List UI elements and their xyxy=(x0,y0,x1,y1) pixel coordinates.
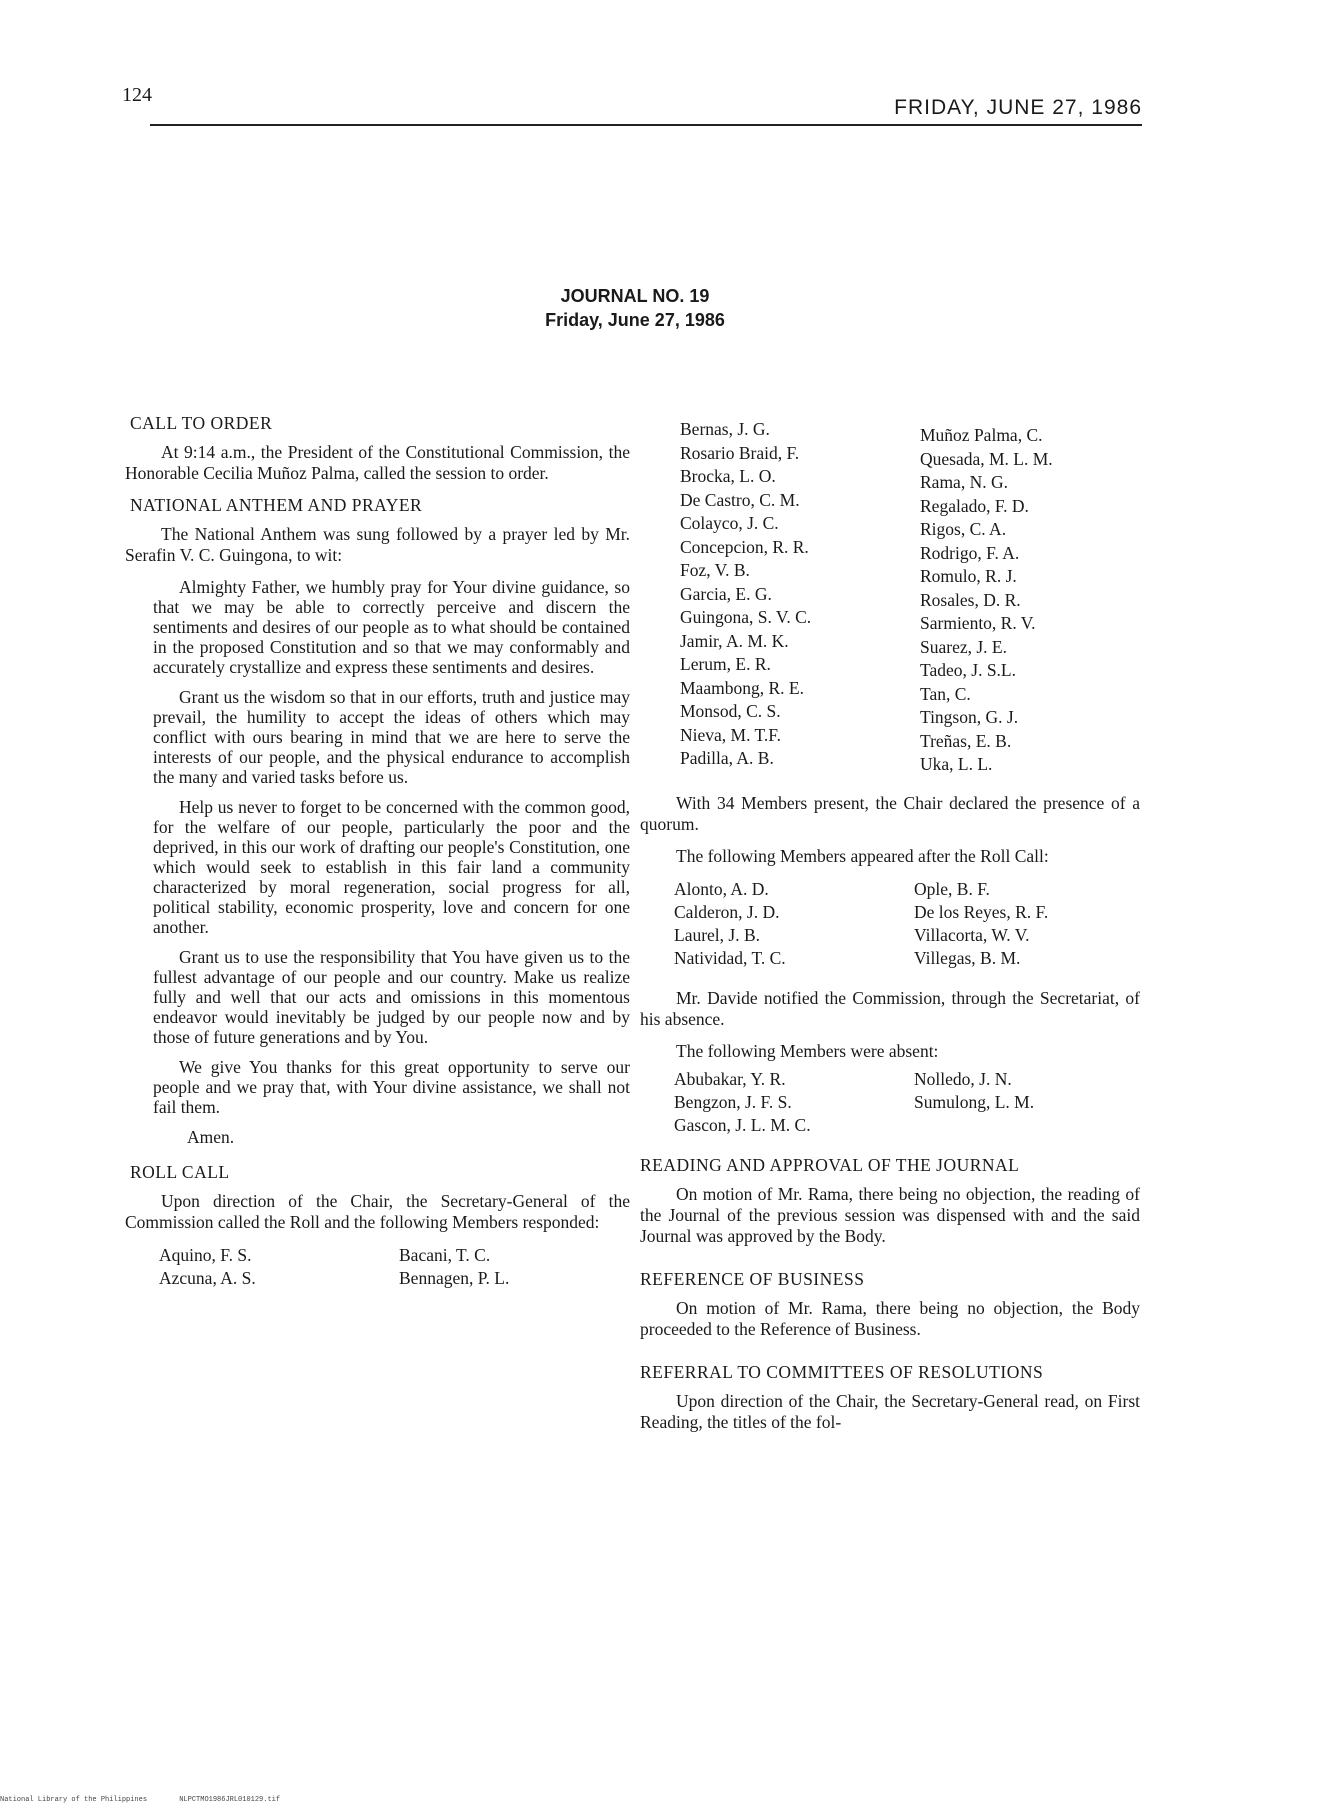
member-name: Ople, B. F. xyxy=(914,878,990,899)
prayer-paragraph: Help us never to forget to be concerned with the common good, for the welfare of our people, particularly the poor and the deprived, in this our work of drafting our people's Constitution, one which would seek to establish in this fair land a community characterized by moral regeneration, social progress for all, political stability, economic prosperity, love and concern for one another. xyxy=(153,797,630,937)
journal-title: JOURNAL NO. 19 xyxy=(560,286,710,306)
member-name: Garcia, E. G. xyxy=(680,583,772,604)
member-name: Bacani, T. C. xyxy=(399,1245,491,1265)
member-name: Aquino, F. S. xyxy=(159,1245,252,1265)
member-name: Nieva, M. T.F. xyxy=(680,724,782,745)
member-name: Tadeo, J. S.L. xyxy=(920,660,1016,680)
member-name: Treñas, E. B. xyxy=(920,730,1012,751)
file-label: NLPCTMO1986JRL010129.tif xyxy=(179,1796,281,1804)
davide-text: Mr. Davide notified the Commission, through the Secretariat, of his absence. xyxy=(640,987,1140,1029)
late-members xyxy=(674,878,1140,970)
member-name: Bennagen, P. L. xyxy=(399,1268,510,1288)
library-label: National Library of the Philippines xyxy=(0,1796,148,1804)
member-name: Bengzon, J. F. S. xyxy=(674,1091,792,1112)
member-name: Lerum, E. R. xyxy=(680,654,771,674)
member-name: Foz, V. B. xyxy=(680,560,750,580)
roll-call-text: Upon direction of the Chair, the Secretary-General of the Commission called the Roll and the following Members responded: xyxy=(125,1191,630,1232)
member-name: Colayco, J. C. xyxy=(680,513,779,533)
present-members-col2 xyxy=(920,418,1150,777)
reference-heading: REFERENCE OF BUSINESS xyxy=(640,1268,865,1289)
anthem-heading: NATIONAL ANTHEM AND PRAYER xyxy=(130,495,423,515)
member-name: Padilla, A. B. xyxy=(680,748,774,768)
prayer-paragraph: Almighty Father, we humbly pray for Your divine guidance, so that we may be able to correctly perceive and discern the sentiments and desires of our people as to what should be contained in the proposed Constitution and so that we may conformably and accurately crystallize and express these sentiments and desires. xyxy=(153,577,630,677)
header-date: FRIDAY, JUNE 27, 1986 xyxy=(894,96,1142,119)
member-name: Suarez, J. E. xyxy=(920,636,1007,657)
left-column xyxy=(125,413,630,1308)
prayer-paragraph: Grant us to use the responsibility that You have given us to the fullest advantage of our people and our country. Make us realize fully and well that our acts and omissions in this momentous endeavor would inevitably be judged by our people now and by those of future generations and by You. xyxy=(153,947,630,1047)
member-name: Nolledo, J. N. xyxy=(914,1068,1012,1089)
member-name: Alonto, A. D. xyxy=(674,878,769,899)
anthem-text: The National Anthem was sung followed by a prayer led by Mr. Serafin V. C. Guingona, to wit: xyxy=(125,524,630,565)
member-name: Uka, L. L. xyxy=(920,754,993,774)
member-name: Maambong, R. E. xyxy=(680,677,804,698)
member-name: Bernas, J. G. xyxy=(680,419,770,439)
prayer-paragraph: We give You thanks for this great opportunity to serve our people and we pray that, with Your divine assistance, we shall not fail them. xyxy=(153,1057,630,1117)
header-rule xyxy=(150,124,1142,126)
member-name: Villacorta, W. V. xyxy=(914,924,1030,945)
member-name: Abubakar, Y. R. xyxy=(674,1068,786,1089)
member-name: Tingson, G. J. xyxy=(920,707,1019,727)
call-to-order-text: At 9:14 a.m., the President of the Constitutional Commission, the Honorable Cecilia Muñoz Palma, called the session to order. xyxy=(125,442,630,483)
prayer-amen: Amen. xyxy=(187,1127,235,1147)
call-to-order-heading: CALL TO ORDER xyxy=(130,413,273,433)
scan-footer xyxy=(0,1796,308,1804)
member-name: Concepcion, R. R. xyxy=(680,536,809,557)
right-column xyxy=(640,418,1140,1444)
member-name: Sumulong, L. M. xyxy=(914,1091,1035,1112)
member-name: Monsod, C. S. xyxy=(680,701,781,721)
member-name: Sarmiento, R. V. xyxy=(920,613,1036,633)
referral-heading: REFERRAL TO COMMITTEES OF RESOLUTIONS xyxy=(640,1361,1044,1382)
present-members-col1 xyxy=(680,418,920,777)
member-name: Brocka, L. O. xyxy=(680,466,776,486)
member-name: Quesada, M. L. M. xyxy=(920,448,1053,469)
absent-intro: The following Members were absent: xyxy=(676,1040,939,1061)
reading-heading: READING AND APPROVAL OF THE JOURNAL xyxy=(640,1154,1020,1175)
member-name: Villegas, B. M. xyxy=(914,947,1021,968)
absent-members xyxy=(674,1068,1140,1137)
member-name: Jamir, A. M. K. xyxy=(680,630,789,651)
member-name: Rigos, C. A. xyxy=(920,519,1007,539)
member-name: Rodrigo, F. A. xyxy=(920,542,1020,563)
roll-call-heading: ROLL CALL xyxy=(130,1162,230,1182)
reference-text: On motion of Mr. Rama, there being no objection, the Body proceeded to the Reference of Business. xyxy=(640,1297,1140,1339)
member-name: Azcuna, A. S. xyxy=(159,1268,256,1288)
member-name: Rosario Braid, F. xyxy=(680,442,800,463)
member-name: Regalado, F. D. xyxy=(920,495,1029,516)
reading-text: On motion of Mr. Rama, there being no objection, the reading of the Journal of the previous session was dispensed with and the said Journal was approved by the Body. xyxy=(640,1183,1140,1246)
member-name: Tan, C. xyxy=(920,683,971,704)
member-name: Rama, N. G. xyxy=(920,472,1008,492)
member-name: Calderon, J. D. xyxy=(674,901,780,922)
member-name: Romulo, R. J. xyxy=(920,566,1017,586)
present-members xyxy=(680,418,1140,777)
prayer-paragraph: Grant us the wisdom so that in our efforts, truth and justice may prevail, the humility to accept the ideas of others which may conflict with ours bearing in mind that we are here to serve the interests of our people, and the physical endurance to accomplish the many and varied tasks before us. xyxy=(153,687,630,787)
journal-subtitle: Friday, June 27, 1986 xyxy=(545,310,725,330)
member-name: Muñoz Palma, C. xyxy=(920,425,1043,445)
roll-call-members xyxy=(159,1244,630,1290)
member-name: Gascon, J. L. M. C. xyxy=(674,1114,811,1135)
member-name: De Castro, C. M. xyxy=(680,489,800,510)
quorum-text: With 34 Members present, the Chair declared the presence of a quorum. xyxy=(640,792,1140,834)
member-name: Natividad, T. C. xyxy=(674,947,786,968)
page-number: 124 xyxy=(122,84,152,106)
referral-text: Upon direction of the Chair, the Secretary-General read, on First Reading, the titles of the fol- xyxy=(640,1390,1140,1432)
after-roll-text: The following Members appeared after the Roll Call: xyxy=(676,845,1049,866)
journal-title-block xyxy=(450,284,820,332)
member-name: Laurel, J. B. xyxy=(674,924,761,945)
member-name: Rosales, D. R. xyxy=(920,589,1021,610)
member-name: De los Reyes, R. F. xyxy=(914,901,1049,922)
member-name: Guingona, S. V. C. xyxy=(680,607,812,627)
